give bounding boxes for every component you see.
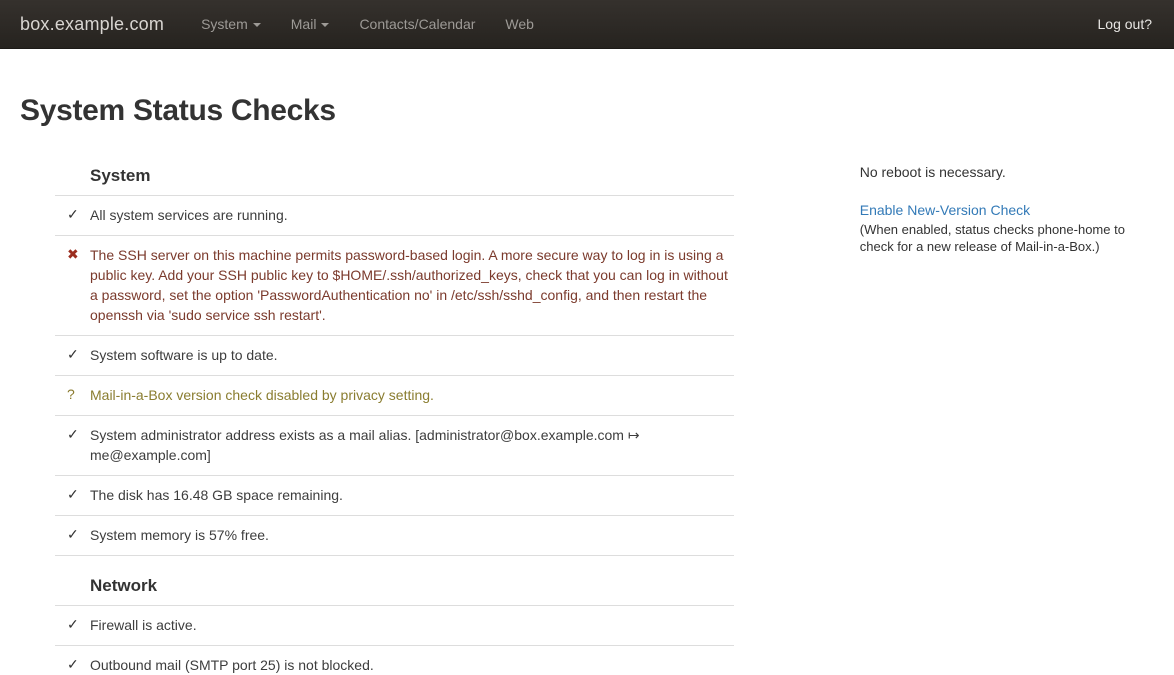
check-row [55,236,734,336]
status-checks-panel [20,158,734,675]
check-text: The disk has 16.48 GB space remaining. [90,487,343,503]
page-title: System Status Checks [20,94,336,127]
check-ok-icon: ✓ [67,426,79,442]
top-navbar [0,0,1174,49]
check-row [55,416,734,476]
chevron-down-icon [253,23,261,27]
nav-item-contacts-calendar[interactable]: Contacts/Calendar [359,15,476,32]
check-ok-icon: ✓ [67,486,79,502]
chevron-down-icon [321,23,329,27]
navbar-right [1098,0,1153,49]
check-row [55,476,734,516]
section-heading-network: Network [55,556,734,606]
check-ok-icon: ✓ [67,616,79,632]
check-text: All system services are running. [90,207,288,223]
check-text: System software is up to date. [90,347,278,363]
page-body [0,94,1174,675]
brand-link[interactable]: box.example.com [20,13,165,34]
check-row [55,336,734,376]
nav-item-system[interactable] [186,0,276,49]
check-text: System memory is 57% free. [90,527,269,543]
check-ok-icon: ✓ [67,656,79,672]
check-ok-icon: ✓ [67,526,79,542]
check-text: The SSH server on this machine permits password-based login. A more secure way to log in is using a public key. Add your SSH public key to $HOME/.ssh/authorized_keys, check that you can log in without a password, set the option 'PasswordAuthentication no' in /etc/ssh/sshd_config, and then restart the openssh via 'sudo service ssh restart'. [90,247,728,323]
check-text: Outbound mail (SMTP port 25) is not blocked. [90,657,374,673]
nav-item-mail-label: Mail [290,15,317,32]
nav-item-mail[interactable] [276,0,345,49]
sidebar-panel [860,158,1154,675]
check-row [55,196,734,236]
check-ok-icon: ✓ [67,346,79,362]
check-row [55,516,734,556]
content-row [20,158,1154,675]
nav-item-web[interactable]: Web [505,15,534,32]
nav-items [186,0,549,48]
nav-item-system-label: System [201,15,248,32]
reboot-status-text: No reboot is necessary. [859,164,1006,180]
check-ok-icon: ✓ [67,206,79,222]
check-row [55,646,734,675]
version-check-description: (When enabled, status checks phone-home to check for a new release of Mail-in-a-Box.) [859,222,1125,254]
check-text: Firewall is active. [90,617,197,633]
check-warning-icon: ? [67,386,75,402]
enable-new-version-check-link[interactable]: Enable New-Version Check [859,202,1031,218]
section-heading-system: System [55,158,734,196]
logout-link[interactable]: Log out? [1097,16,1152,32]
check-row [55,376,734,416]
check-text: System administrator address exists as a mail alias. [administrator@box.example.com ↦ me@example.com] [90,427,640,463]
check-text: Mail-in-a-Box version check disabled by privacy setting. [90,387,434,403]
check-row [55,606,734,646]
check-error-icon: ✖ [67,246,79,262]
